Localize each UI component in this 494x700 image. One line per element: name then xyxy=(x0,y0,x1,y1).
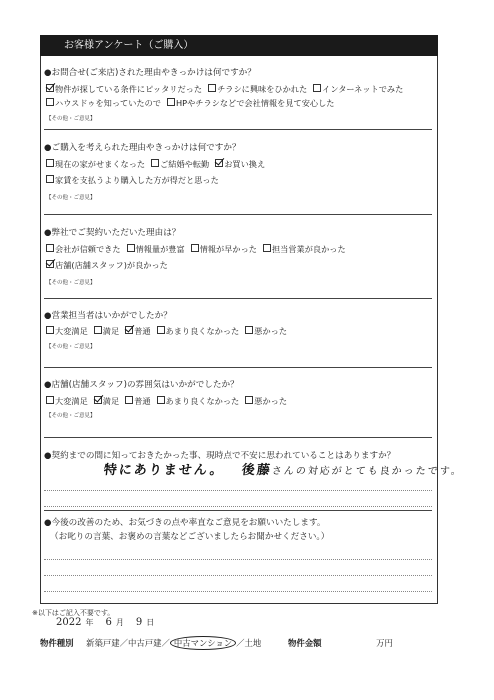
survey-title: お客様アンケート（ご購入） xyxy=(64,40,194,51)
q1-option-4[interactable]: ハウスドゥを知っていたので xyxy=(46,98,161,108)
q2-option-2[interactable]: ご結婚や転勤 xyxy=(151,159,209,169)
answer-line xyxy=(44,490,432,491)
q2-option-3[interactable]: お買い換え xyxy=(215,159,265,169)
checkbox-icon[interactable] xyxy=(127,244,135,252)
divider xyxy=(44,214,432,215)
q3-option-2[interactable]: 情報量が豊富 xyxy=(127,244,185,254)
q1-option-1[interactable]: 物件が探している条件にピッタリだった xyxy=(46,84,202,94)
checkbox-icon[interactable] xyxy=(46,175,54,183)
q1-other-label: 【その他・ご意見】 xyxy=(46,116,96,122)
checkbox-icon[interactable] xyxy=(245,326,253,334)
checkbox-icon[interactable] xyxy=(46,159,54,167)
q3-options-row2 xyxy=(46,259,174,272)
q5-question: ●店舗(店舗スタッフ)の雰囲気はいかがでしたか？ xyxy=(44,380,239,390)
q3-question: ●弊社でご契約いただいた理由は？ xyxy=(44,228,181,238)
divider xyxy=(44,367,432,368)
answer-line xyxy=(44,506,432,507)
checkbox-icon[interactable] xyxy=(191,244,199,252)
price-unit: 万円 xyxy=(376,638,393,648)
q6-answer-rest: さんの対応がとても良かったです。 xyxy=(271,466,464,477)
date-month: 6 xyxy=(105,617,112,628)
q6-handwritten-answer-1: 特にありません。 xyxy=(103,463,226,478)
q1-question: ●お問合せ(ご来店)された理由やきっかけは何ですか？ xyxy=(44,68,256,78)
checkbox-icon[interactable] xyxy=(46,98,54,106)
q3-options-row1 xyxy=(46,243,352,256)
checkbox-icon[interactable] xyxy=(46,396,54,404)
q4-other-label: 【その他・ご意見】 xyxy=(46,344,96,350)
checkbox-icon[interactable] xyxy=(215,159,223,167)
property-type-1: 新築戸建 xyxy=(86,638,120,648)
q1-option-2[interactable]: チラシに興味をひかれた xyxy=(208,84,307,94)
q3-option-5[interactable]: 店舗(店舗スタッフ)が良かった xyxy=(46,260,168,270)
checkbox-icon[interactable] xyxy=(125,326,133,334)
property-row xyxy=(40,636,393,650)
divider xyxy=(44,437,432,438)
q4-option-2[interactable]: 満足 xyxy=(94,326,119,336)
checkbox-icon[interactable] xyxy=(94,326,102,334)
q5-option-4[interactable]: あまり良くなかった xyxy=(157,396,240,406)
q1-options-row2 xyxy=(46,97,340,110)
date-row xyxy=(40,617,166,628)
q4-option-3[interactable]: 普通 xyxy=(125,326,150,336)
q4-question: ●営業担当者はいかがでしたか？ xyxy=(44,311,172,321)
property-type-2: 中古戸建 xyxy=(128,638,162,648)
q6-handwritten-answer-2 xyxy=(241,459,464,478)
property-type-3: 中古マンション xyxy=(170,636,236,650)
divider xyxy=(44,129,432,130)
q4-options xyxy=(46,325,293,338)
q7-subtext: （お叱りの言葉、お褒めの言葉などございましたらお聞かせください。） xyxy=(50,532,330,542)
answer-line xyxy=(44,559,432,560)
checkbox-icon[interactable] xyxy=(125,396,133,404)
q5-other-label: 【その他・ご意見】 xyxy=(46,413,96,419)
q2-options-row1 xyxy=(46,158,271,171)
checkbox-icon[interactable] xyxy=(46,244,54,252)
checkbox-icon[interactable] xyxy=(46,84,54,92)
q5-option-1[interactable]: 大変満足 xyxy=(46,396,88,406)
checkbox-icon[interactable] xyxy=(94,396,102,404)
q2-other-label: 【その他・ご意見】 xyxy=(46,195,96,201)
year-label: 年 xyxy=(85,618,94,627)
checkbox-icon[interactable] xyxy=(46,260,54,268)
q3-option-3[interactable]: 情報が早かった xyxy=(191,244,257,254)
q3-option-1[interactable]: 会社が信頼できた xyxy=(46,244,121,254)
q6-question: ●契約までの間に知っておきたかった事、現時点で不安に思われていることはありますか？ xyxy=(44,451,396,461)
checkbox-icon[interactable] xyxy=(46,326,54,334)
checkbox-icon[interactable] xyxy=(151,159,159,167)
property-type-4: 土地 xyxy=(244,638,262,648)
day-label: 日 xyxy=(146,618,155,627)
footer-note: ※以下はご記入不要です。 xyxy=(32,609,115,617)
q2-options-row2 xyxy=(46,174,225,187)
separator: ／ xyxy=(161,638,170,648)
checkbox-icon[interactable] xyxy=(167,98,175,106)
q2-option-1[interactable]: 現在の家がせまくなった xyxy=(46,159,145,169)
date-day: 9 xyxy=(135,617,143,628)
checkbox-icon[interactable] xyxy=(245,396,253,404)
checkbox-icon[interactable] xyxy=(157,326,165,334)
q5-options xyxy=(46,395,293,408)
checkbox-icon[interactable] xyxy=(208,84,216,92)
q1-option-5[interactable]: HPやチラシなどで会社情報を見て安心した xyxy=(167,98,334,108)
month-label: 月 xyxy=(115,618,124,627)
answer-line xyxy=(44,591,432,592)
q5-option-5[interactable]: 悪かった xyxy=(245,396,287,406)
checkbox-icon[interactable] xyxy=(263,244,271,252)
date-year: 2022 xyxy=(56,617,82,628)
q2-question: ●ご購入を考えられた理由やきっかけは何ですか？ xyxy=(44,143,241,153)
separator: ／ xyxy=(236,638,245,648)
divider xyxy=(44,510,432,511)
q5-option-3[interactable]: 普通 xyxy=(125,396,150,406)
checkbox-icon[interactable] xyxy=(313,84,321,92)
checkbox-icon[interactable] xyxy=(157,396,165,404)
q4-option-4[interactable]: あまり良くなかった xyxy=(157,326,240,336)
q3-other-label: 【その他・ご意見】 xyxy=(46,280,96,286)
property-price-label: 物件金額 xyxy=(287,638,322,648)
property-type-label: 物件種別 xyxy=(40,638,74,648)
q4-option-1[interactable]: 大変満足 xyxy=(46,326,88,336)
q1-options-row1 xyxy=(46,83,409,96)
q3-option-4[interactable]: 担当営業が良かった xyxy=(263,244,346,254)
q7-question: ●今後の改善のため、お気づきの点や率直なご意見をお願いいたします。 xyxy=(44,518,326,528)
answer-line xyxy=(44,575,432,576)
staff-name: 後藤 xyxy=(241,463,273,478)
q2-option-4[interactable]: 家賃を支払うより購入した方が得だと思った xyxy=(46,175,219,185)
separator: ／ xyxy=(119,638,129,648)
divider xyxy=(44,298,432,299)
q5-option-2[interactable]: 満足 xyxy=(94,396,119,406)
q1-option-3[interactable]: インターネットでみた xyxy=(313,84,403,94)
survey-header xyxy=(40,35,438,56)
q4-option-5[interactable]: 悪かった xyxy=(245,326,287,336)
